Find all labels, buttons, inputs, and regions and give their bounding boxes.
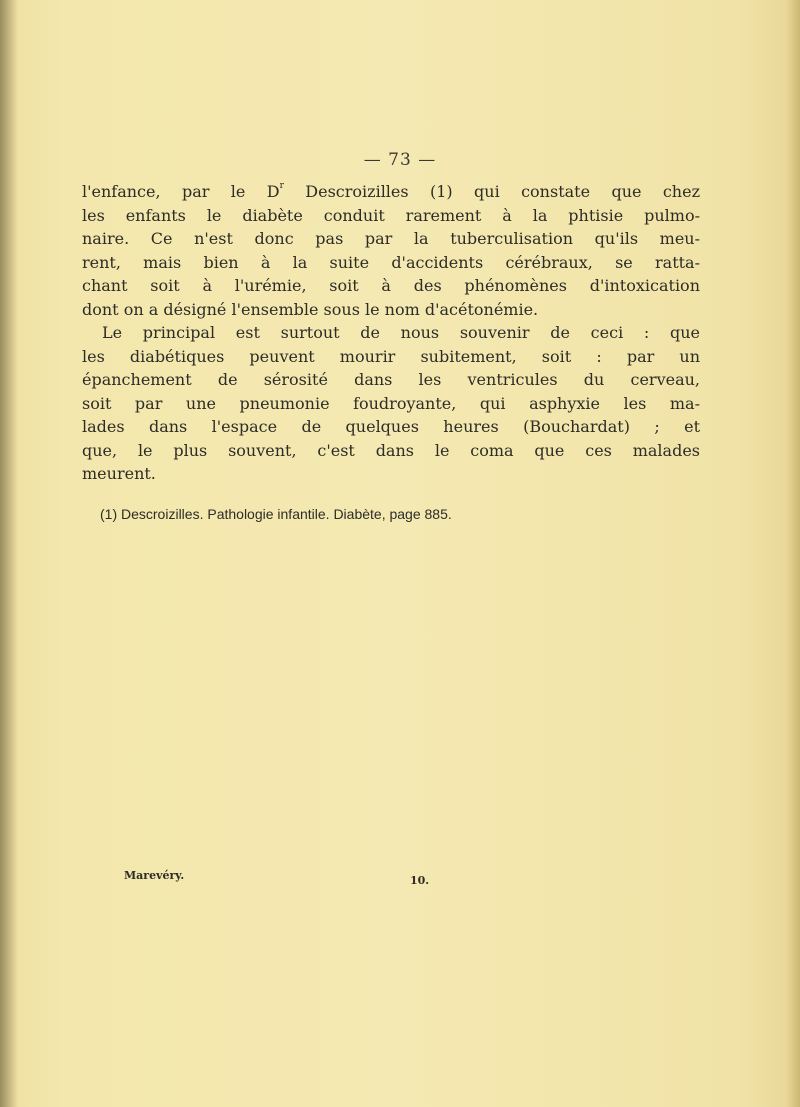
text-line-start: l'enfance, par le D [82, 182, 280, 201]
signature-number: 10. [410, 874, 430, 887]
text-line: épanchement de sérosité dans les ventricules du cerveau, [82, 370, 700, 389]
text-line [82, 180, 700, 204]
text-line: chant soit à l'urémie, soit à des phénomènes d'intoxication [82, 276, 700, 295]
body-text [82, 180, 700, 486]
text-line: soit par une pneumonie foudroyante, qui asphyxie les ma- [82, 393, 700, 413]
text-line: rent, mais bien à la suite d'accidents cérébraux, se ratta- [82, 252, 700, 272]
text-line: les enfants le diabète conduit rarement à la phtisie pulmo- [82, 205, 700, 225]
text-line: lades dans l'espace de quelques heures (Bouchardat) ; et [82, 417, 700, 436]
text-line: que, le plus souvent, c'est dans le coma que ces malades [82, 440, 700, 460]
text-line: dont on a désigné l'ensemble sous le nom d'acétonémie. [82, 299, 539, 319]
text-line: meurent. [82, 464, 156, 483]
text-line: Le principal est surtout de nous souvenir de ceci : que [102, 323, 700, 342]
footnote: (1) Descroizilles. Pathologie infantile. Diabète, page 885. [100, 506, 452, 522]
text-line: les diabétiques peuvent mourir subitement, soit : par un [82, 346, 700, 366]
text-line-end: Descroizilles (1) qui constate que chez [283, 182, 701, 201]
page-number: — 73 — [363, 150, 437, 170]
text-line: naire. Ce n'est donc pas par la tuberculisation qu'ils meu- [82, 229, 700, 248]
superscript: r [279, 181, 284, 191]
signature-marker: Marevéry. [124, 869, 185, 882]
